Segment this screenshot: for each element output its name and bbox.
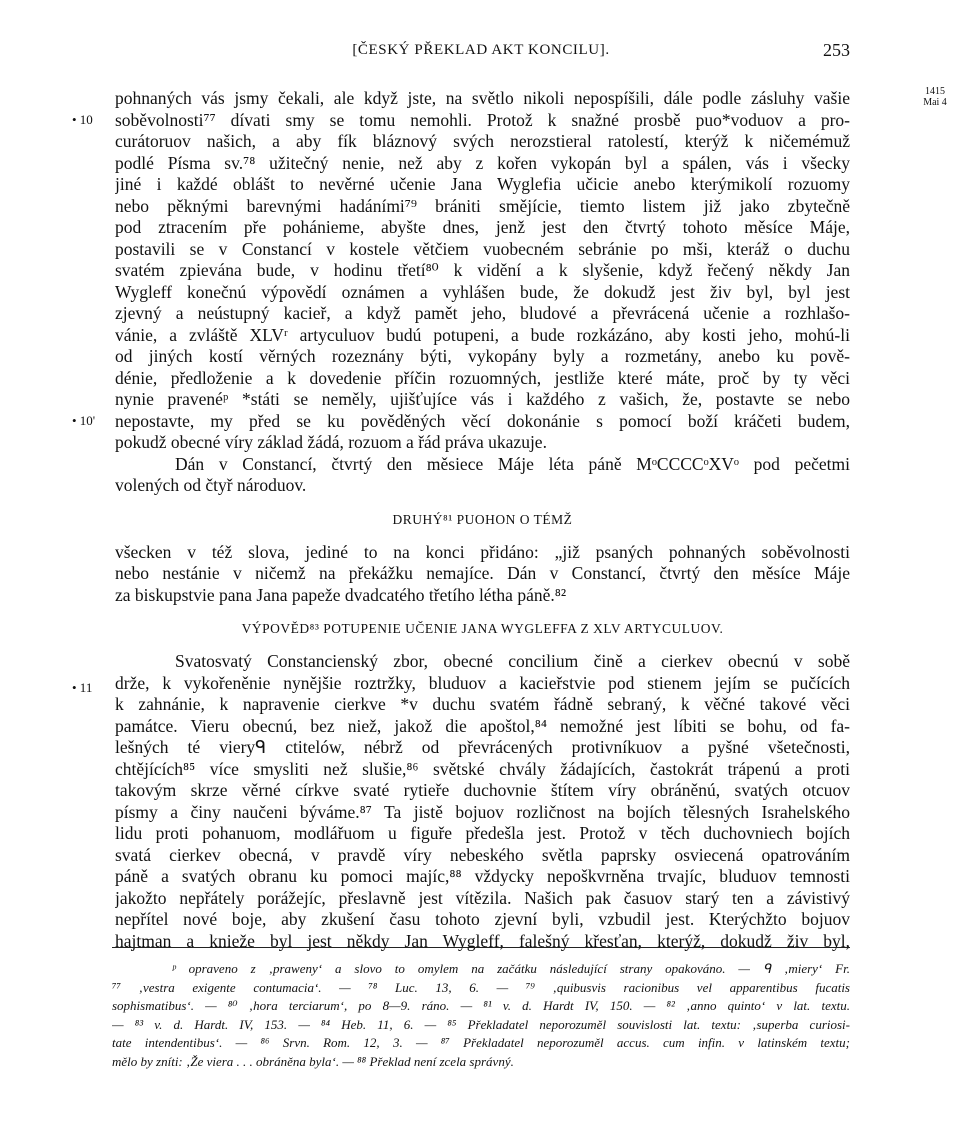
text-line: soběvolnosti⁷⁷ dívati smy se tomu nemohli. Protož k snažné prosbě puo*voduov a pro- [115,109,850,130]
text-line: památce. Vieru obecnú, bez niež, jakož die apoštol,⁸⁴ nemožné jest líbiti se bohu, od fa- [115,715,850,736]
margin-date-year: 1415 [925,86,945,97]
text-line: nepřítel nové boje, aby zkušení času tohoto zjevní byli, vzbudil jest. Kterýchžto bojuov [115,909,850,929]
text-line: hajtman a knieže byl jest někdy Jan Wygleff, falešný křesťan, kterýž, dokudž živ byl, [115,930,850,951]
margin-folio-marker: • 10 [72,112,93,127]
margin-date-note [920,86,950,108]
margin-folio-marker: • 11 [72,680,93,695]
running-head: [ČESKÝ PŘEKLAD AKT KONCILU]. [352,42,610,58]
text-line: pod ztracením pře pohánieme, abyšte dnes, jenž jest den čtvrtý tohoto měsíce Máje, [115,217,850,237]
text-line: pohnaných vás jsmy čekali, ale když jste, na světlo nikoli nepospíšili, dále podle zásluhy vašie [115,88,850,108]
text-line: curátoruov našich, a aby fík bláznový svých nerozstieral ratolestí, kterýž k ničemémuž [115,131,850,151]
text-line: takovým skrze věrné církve svaté rytieře duchovnie štítem víry obráněnú, svatých otcuov [115,780,850,800]
text-line: chtějících⁸⁵ více smysliti než slušie,⁸⁶ světské chvály žádajících, častokrát trápenú a proti [115,758,850,779]
text-line: Dán v Constancí, čtvrtý den měsiece Máje léta páně MᵒCCCCᵒXVᵒ pod pečetmi [175,453,850,474]
text-line: jakožto nepřátely porážejíc, přeslavně jest vítězila. Našich pak časuov starý ten a závistivý [115,887,850,908]
text-line: svatém zpievána bude, v hodinu třetí⁸⁰ k vidění a k slyšenie, když řečený někdy Jan [115,260,850,280]
paragraph-second-summons [115,542,850,607]
footnote-line: sophismatibus‘. — ⁸⁰ ‚hora terciarum‘, po 8—9. ráno. — ⁸¹ v. d. Hardt IV, 150. — ⁸² ‚anno quinto‘ v lat. textu. [112,998,850,1013]
footnote-line: ᵖ opraveno z ‚praweny‘ a slovo to omylem na začátku následující strany opakováno. — ᑫ ‚miery‘ Fr. [172,961,850,976]
section-heading-verdict: VÝPOVĚD⁸³ POTUPENIE UČENIE JANA WYGLEFFA Z XLV ARTYCULUOV. [241,621,724,636]
page-number: 253 [823,40,850,60]
footnote-divider [112,947,850,948]
footnotes [112,960,850,1071]
text-line: všecken v též slova, jediné to na konci přidáno: „již psaných pohnaných soběvolnosti [115,541,850,562]
footnote-line: ⁷⁷ ‚vestra exigente contumacia‘. — ⁷⁸ Luc. 13, 6. — ⁷⁹ ‚quibusvis racionibus vel apparentibus fucatis [112,979,850,995]
text-line: lešných té vieryᑫ ctitelów, nébrž od převrácených protivníkuov a pyšné všetečnosti, [115,737,850,757]
text-line: zjevný a neústupný kacieř, a když pamět jeho, bludové a převrácená učenie a rozhlašo- [115,303,850,323]
paragraph-verdict [115,651,850,952]
text-line: páně a svatých obranu ku pomoci majíc,⁸⁸ vždycky nepoškvrněna trvajíc, bluduov temnosti [115,866,850,886]
text-line: postavili se v Constancí v kostele větčiem vuobecném sebránie po mši, kteráž o duchu [115,238,850,259]
text-line: Wygleff konečnú výpovědí oznámen a vyhlášen bude, že dokudž jest živ byl, byl jest [115,281,850,302]
footnote-line: mělo by zníti: ‚Že viera . . . obráněna byla‘. — ⁸⁸ Překlad není zcela správný. [112,1053,514,1069]
page-header [112,36,850,66]
text-line: k zahnánie, k napravenie cierkve *v duchu svatém řádně sebraný, k věčné takové věci [115,694,850,714]
text-line: svatá cierkev obecná, v pravdě víry nebeského světla paprsky osviecená opatrováním [115,844,850,865]
text-line: volených od čtyř národuov. [115,475,307,495]
text-line: drže, k vykořeněnie nynějšie roztržky, bluduov a kacieřstvie pod stienem jejím se pučících [115,672,850,693]
paragraph-dating [115,454,850,497]
text-line: podlé Písma sv.⁷⁸ užitečný nenie, než aby z kořen vykopán byl a spálen, vás i všecky [115,152,850,173]
text-line: lidu proti pohanuom, modlářuom u figuře předešla jest. Protož v těch duchovniech bojích [115,823,850,843]
section-heading-second-summons: DRUHÝ⁸¹ PUOHON O TÉMŽ [392,511,573,527]
margin-folio-marker: • 10' [72,413,96,428]
text-line: pokudž obecné víry základ žádá, rozuom a řád práva ukazuje. [115,432,547,452]
margin-date-day: Mai 4 [923,97,947,108]
body-text [115,88,850,952]
text-line: nepostavte, my před se ku pověděných věcí dokonánie s pomocí boží kráčeti budem, [115,410,850,431]
paragraph-summons [115,88,850,454]
text-line: za biskupstvie pana Jana papeže dvadcatého třetího létha páně.⁸² [115,584,567,605]
text-line: vánie, a zvláště XLVʳ artyculuov budú potupeni, a bude rozkázáno, aby kosti jeho, mohú-li [115,324,850,345]
text-line: jiné i každé oblášt to nevěrné učenie Jana Wyglefia učicie anebo kterýmikolí rozuomy [115,174,850,194]
text-line: Svatosvatý Constancienský zbor, obecné concilium čině a cierkev obecnú v sobě [175,651,850,671]
text-line: od jiných kostí věrných rozeznány býti, vykopány byly a rozmetány, anebo ku pově- [115,346,850,366]
text-line: nynie pravenéᵖ *státi se neměly, ujišťujíce vás i každého z vašich, že, postavte se nebo [115,389,850,409]
footnote-line: tate intendentibus‘. — ⁸⁶ Srvn. Rom. 12, 3. — ⁸⁷ Překladatel neporozuměl accus. cum infin. v latinském textu; [112,1035,850,1050]
text-line: nebo nestánie v ničemž na překážku nemajíce. Dán v Constancí, čtvrtý den měsíce Máje [115,563,850,583]
footnote-line: — ⁸³ v. d. Hardt. IV, 153. — ⁸⁴ Heb. 11, 6. — ⁸⁵ Překladatel neporozuměl souvislosti lat. textu: ‚superba curiosi- [112,1016,850,1032]
text-line: dénie, předloženie a k dovedenie příčin rozuomných, jestliže které máte, proč by ty věci [115,367,850,388]
text-line: písmy a činy naučeni býváme.⁸⁷ Ta jistě bojuov rozličnost na bojích tělesných Israhelského [115,801,850,822]
text-line: nebo pěknými barevnými hadáními⁷⁹ brániti smějície, tiemto listem již jako zbytečně [115,195,850,216]
